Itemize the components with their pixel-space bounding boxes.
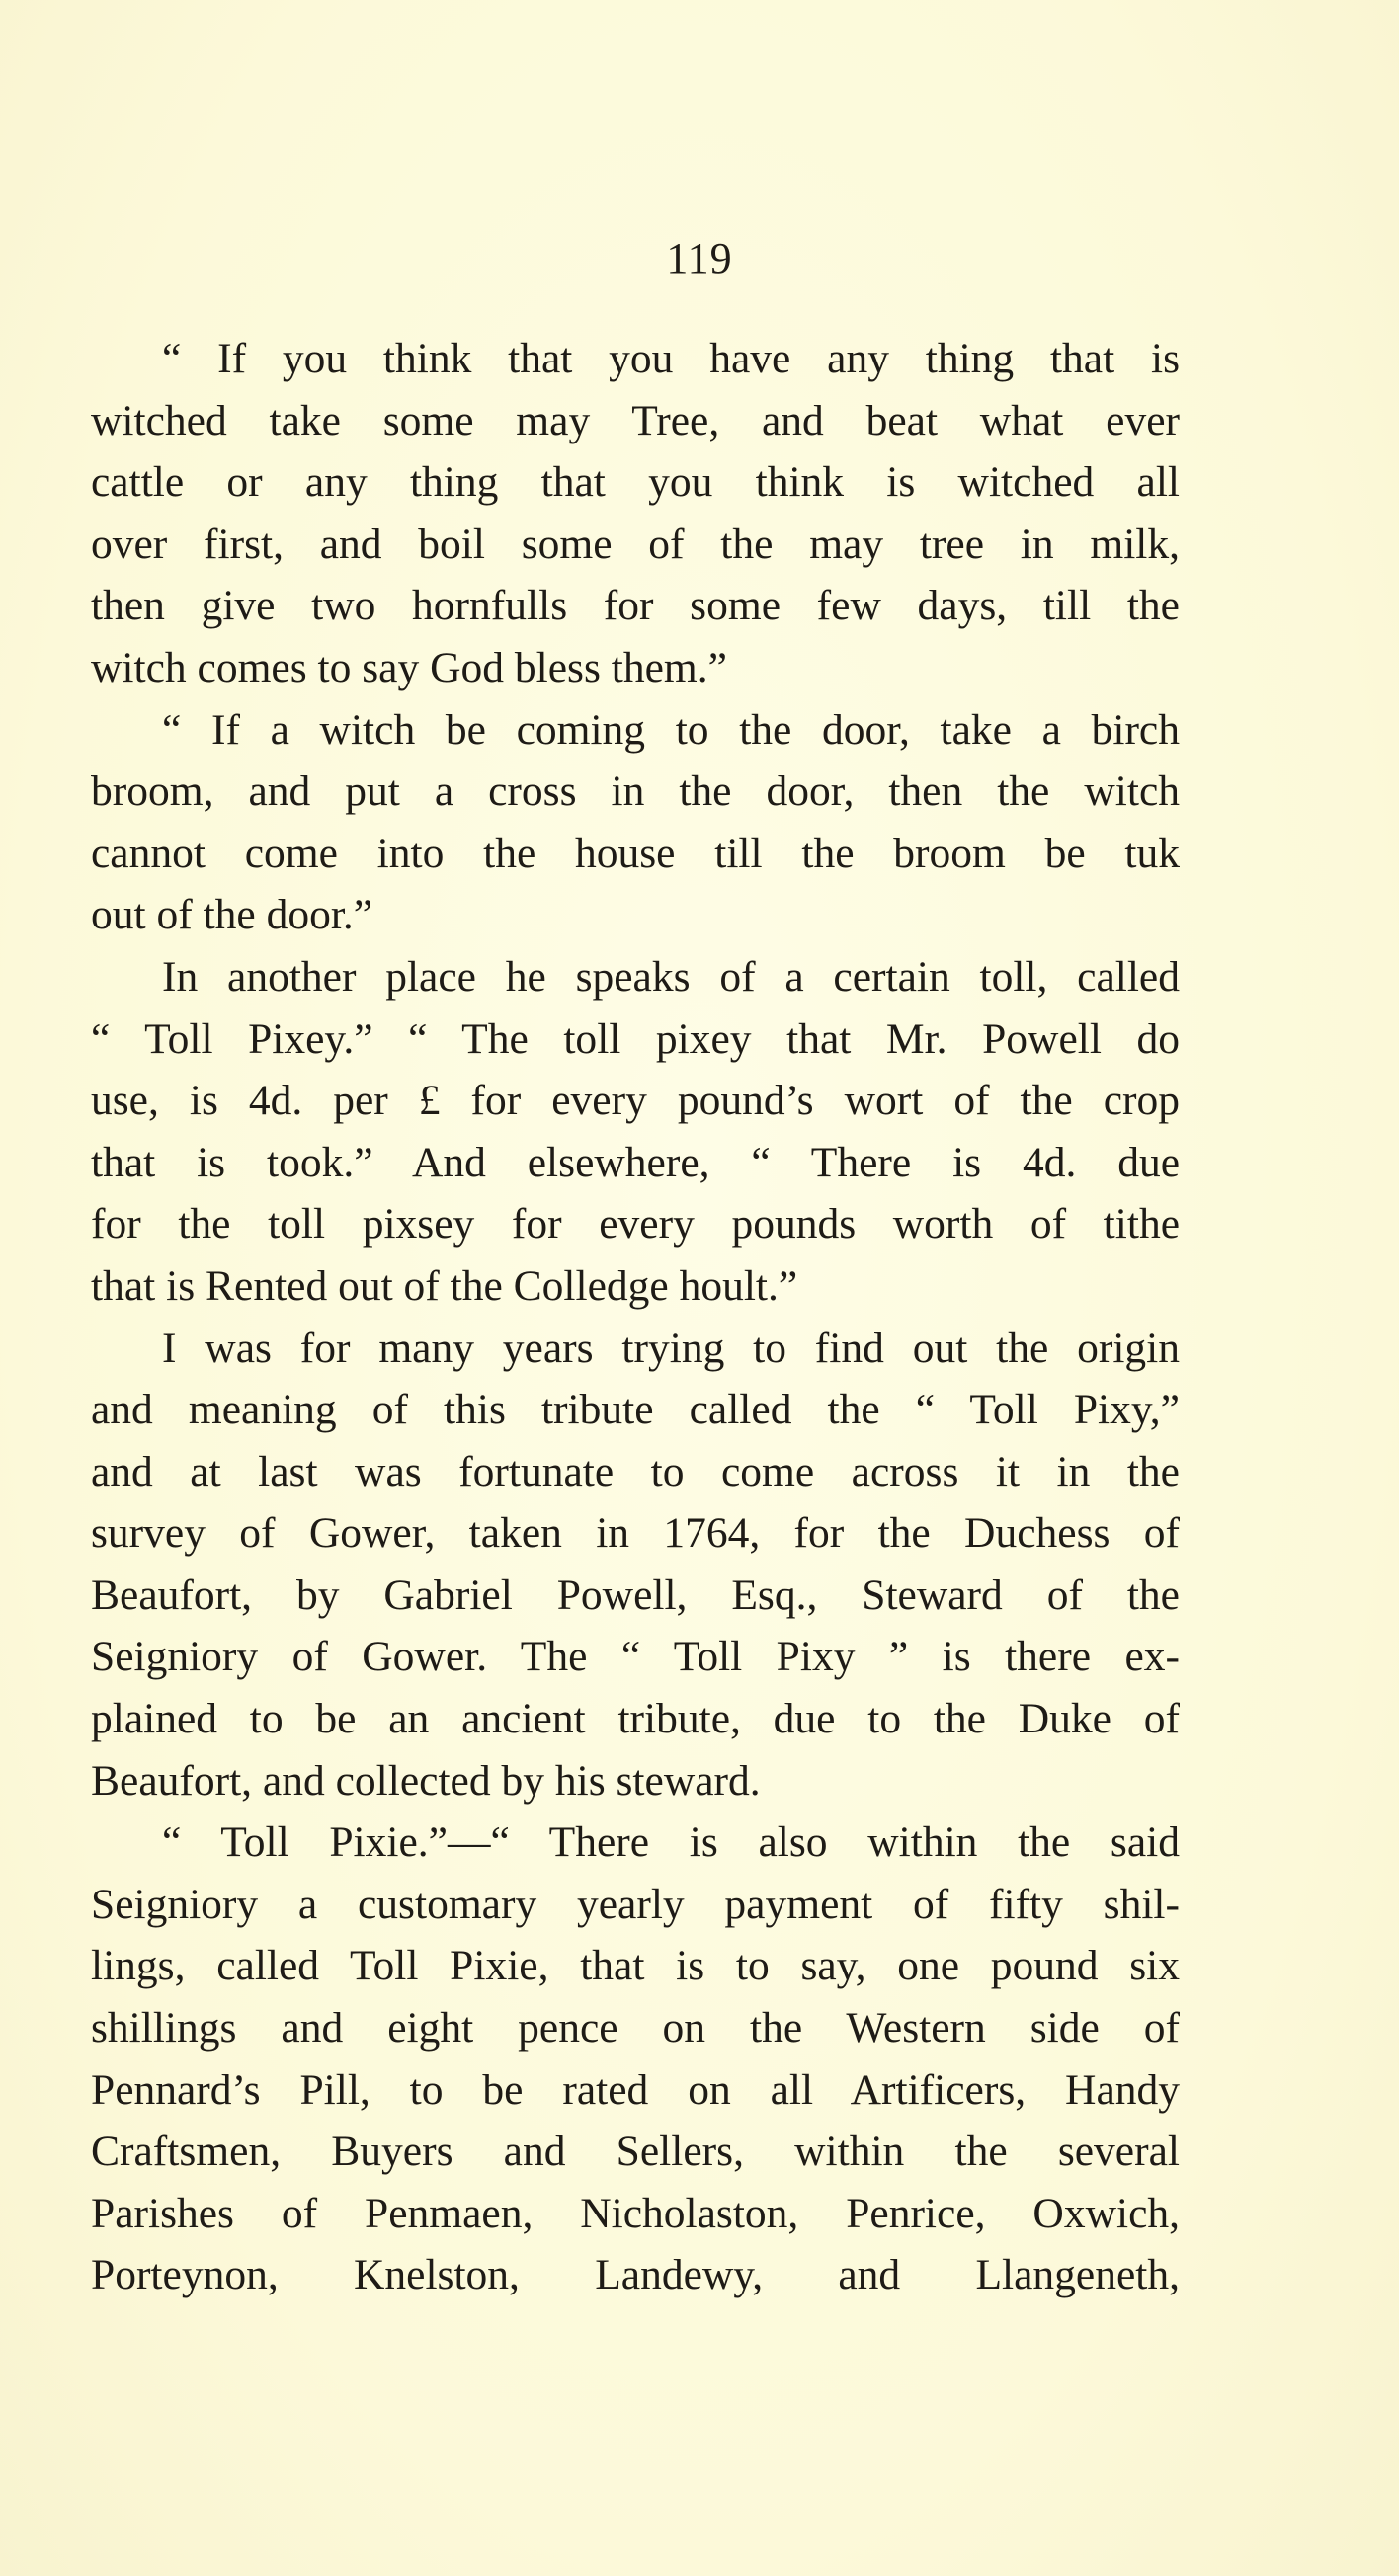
text-line: broom, and put a cross in the door, then the witch [91, 767, 1180, 816]
page-number: 119 [666, 234, 733, 282]
text-line: out of the door.” [91, 891, 373, 939]
text-line: Parishes of Penmaen, Nicholaston, Penrice, Oxwich, [91, 2189, 1180, 2237]
text-line: then give two hornfulls for some few days, till the [91, 582, 1180, 630]
text-line: cannot come into the house till the broom be tuk [91, 829, 1180, 877]
text-line: Seigniory a customary yearly payment of fifty shil- [91, 1880, 1180, 1928]
text-line: “ If a witch be coming to the door, take a birch [162, 705, 1180, 754]
text-line: Seigniory of Gower. The “ Toll Pixy ” is there ex- [91, 1633, 1180, 1681]
text-line: use, is 4d. per £ for every pound’s wort of the crop [91, 1077, 1180, 1125]
text-line: that is took.” And elsewhere, “ There is 4d. due [91, 1138, 1180, 1186]
text-line: cattle or any thing that you think is witched all [91, 458, 1180, 507]
text-line: lings, called Toll Pixie, that is to say, one pound six [91, 1942, 1180, 1990]
text-line: witched take some may Tree, and beat what ever [91, 396, 1180, 444]
text-line: and at last was fortunate to come across it in the [91, 1447, 1180, 1495]
text-line: “ Toll Pixey.” “ The toll pixey that Mr. Powell do [91, 1014, 1180, 1063]
text-line: witch comes to say God bless them.” [91, 643, 727, 691]
text-line: “ Toll Pixie.”—“ There is also within the said [162, 1818, 1180, 1867]
text-line: survey of Gower, taken in 1764, for the Duchess of [91, 1509, 1180, 1558]
text-line: Beaufort, by Gabriel Powell, Esq., Steward of the [91, 1570, 1180, 1619]
text-line: that is Rented out of the Colledge hoult.” [91, 1261, 798, 1310]
text-line: Craftsmen, Buyers and Sellers, within the several [91, 2128, 1180, 2176]
text-line: “ If you think that you have any thing that is [162, 335, 1180, 382]
text-line: plained to be an ancient tribute, due to the Duke of [91, 1695, 1180, 1743]
text-line: Beaufort, and collected by his steward. [91, 1756, 761, 1805]
text-line: I was for many years trying to find out the origin [162, 1324, 1180, 1372]
body-text [91, 328, 1180, 2306]
text-line: over first, and boil some of the may tree in milk, [91, 520, 1180, 568]
text-line: for the toll pixsey for every pounds worth of tithe [91, 1200, 1180, 1248]
text-line: In another place he speaks of a certain toll, called [162, 952, 1180, 1001]
text-line: Porteynon, Knelston, Landewy, and Llangeneth, [91, 2251, 1180, 2299]
text-line: Pennard’s Pill, to be rated on all Artificers, Handy [91, 2065, 1180, 2114]
text-line: shillings and eight pence on the Western side of [91, 2004, 1180, 2053]
text-line: and meaning of this tribute called the “ Toll Pixy,” [91, 1386, 1180, 1434]
